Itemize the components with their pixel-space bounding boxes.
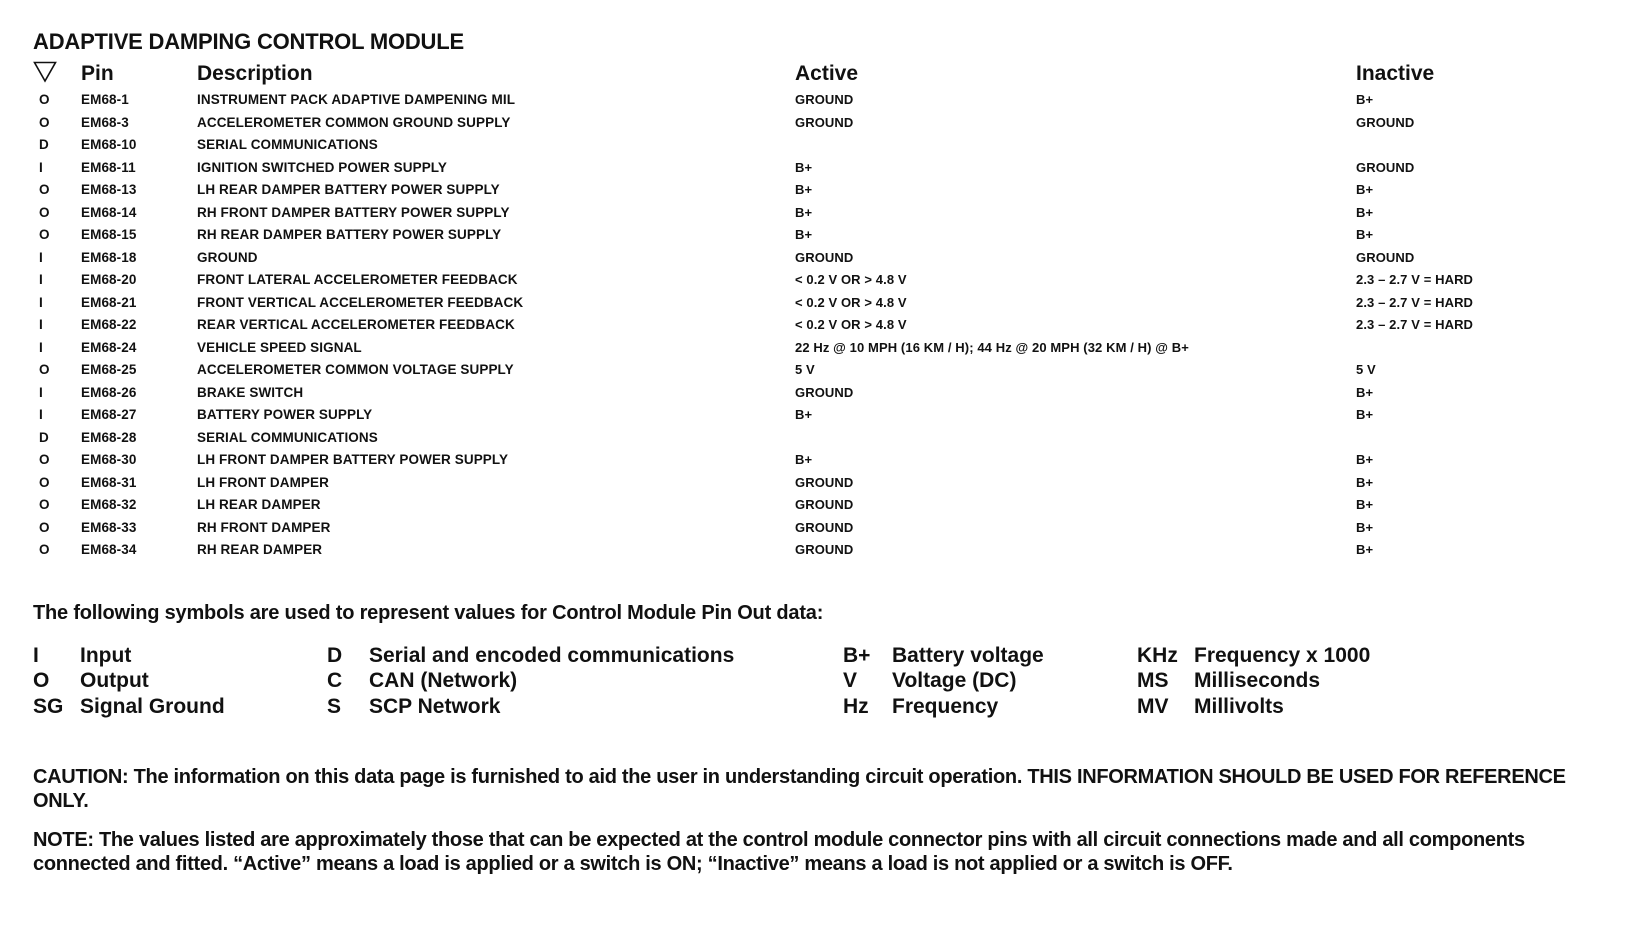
pin-id: EM68-28 — [81, 429, 137, 445]
legend-code: V — [843, 669, 858, 692]
pin-description: VEHICLE SPEED SIGNAL — [197, 339, 362, 355]
triangle-down-icon — [33, 61, 57, 83]
active-value: < 0.2 V OR > 4.8 V — [795, 272, 907, 287]
legend-meaning: Millivolts — [1194, 695, 1284, 718]
pin-id: EM68-31 — [81, 474, 137, 490]
note-text: NOTE: The values listed are approximately those that can be expected at the control module connector pins with all circuit connections made and all components connected and fitted. “Active” means a load is applied or a switch is ON; “Inactive” means a load is not applied or a switch is OFF. — [33, 829, 1525, 875]
pin-description: BATTERY POWER SUPPLY — [197, 407, 373, 422]
pin-id: EM68-21 — [81, 294, 137, 310]
table-row — [33, 112, 1603, 135]
legend-meaning: Signal Ground — [80, 695, 225, 718]
legend-code: O — [33, 669, 50, 692]
legend-code: D — [327, 644, 343, 667]
legend-code: KHz — [1137, 644, 1178, 667]
table-row — [33, 494, 1603, 517]
pin-direction: I — [39, 249, 43, 265]
inactive-value: B+ — [1356, 182, 1374, 197]
pin-id: EM68-1 — [81, 92, 129, 107]
active-value: GROUND — [795, 542, 854, 557]
table-row — [33, 427, 1603, 450]
table-row — [33, 449, 1603, 472]
pin-description: ACCELEROMETER COMMON GROUND SUPPLY — [197, 114, 511, 130]
pin-direction: I — [39, 159, 43, 175]
pin-id: EM68-30 — [81, 452, 137, 467]
active-value: GROUND — [795, 114, 854, 130]
pin-direction: I — [39, 272, 43, 287]
table-row — [33, 89, 1603, 112]
inactive-value: B+ — [1356, 92, 1374, 107]
table-row — [33, 539, 1603, 562]
legend-code: MS — [1137, 669, 1169, 692]
pin-direction: I — [39, 339, 43, 355]
pin-description: RH FRONT DAMPER — [197, 519, 331, 535]
inactive-value: B+ — [1356, 519, 1374, 535]
pin-direction: O — [39, 182, 50, 197]
legend-code: S — [327, 695, 342, 718]
legend-intro: The following symbols are used to represent values for Control Module Pin Out data: — [33, 602, 824, 624]
inactive-value: B+ — [1356, 407, 1374, 422]
inactive-value: GROUND — [1356, 249, 1415, 265]
table-row — [33, 157, 1603, 180]
pin-id: EM68-33 — [81, 519, 137, 535]
pin-description: LH REAR DAMPER — [197, 497, 321, 512]
legend-code: MV — [1137, 695, 1169, 718]
table-row — [33, 314, 1603, 337]
active-value: GROUND — [795, 384, 854, 400]
active-value: 22 Hz @ 10 MPH (16 KM / H); 44 Hz @ 20 MPH (32 KM / H) @ B+ — [795, 339, 1189, 355]
table-row — [33, 404, 1603, 427]
table-row — [33, 359, 1603, 382]
header-active: Active — [795, 62, 859, 85]
inactive-value: GROUND — [1356, 114, 1415, 130]
legend-code: SG — [33, 695, 64, 718]
active-value: GROUND — [795, 249, 854, 265]
pin-description: SERIAL COMMUNICATIONS — [197, 137, 378, 152]
table-row — [33, 269, 1603, 292]
pin-description: REAR VERTICAL ACCELEROMETER FEEDBACK — [197, 317, 515, 332]
pin-direction: D — [39, 137, 49, 152]
header-pin: Pin — [81, 62, 114, 85]
active-value: GROUND — [795, 519, 854, 535]
pin-description: RH REAR DAMPER BATTERY POWER SUPPLY — [197, 227, 502, 242]
active-value: GROUND — [795, 497, 854, 512]
pin-direction: D — [39, 429, 49, 445]
table-row — [33, 202, 1603, 225]
inactive-value: B+ — [1356, 384, 1374, 400]
pin-description: RH REAR DAMPER — [197, 542, 323, 557]
inactive-value: 2.3 – 2.7 V = HARD — [1356, 317, 1474, 332]
caution-text: CAUTION: The information on this data page is furnished to aid the user in understanding circuit operation. THIS INFORMATION SHOULD BE USED FOR REFERENCE ONLY. — [33, 766, 1566, 812]
pin-description: ACCELEROMETER COMMON VOLTAGE SUPPLY — [197, 362, 514, 377]
table-row — [33, 337, 1603, 360]
pin-description: GROUND — [197, 249, 258, 265]
legend-code: I — [33, 644, 39, 667]
active-value: < 0.2 V OR > 4.8 V — [795, 294, 907, 310]
active-value: GROUND — [795, 92, 854, 107]
pin-direction: O — [39, 474, 50, 490]
pin-direction: I — [39, 384, 43, 400]
legend-meaning: Frequency x 1000 — [1194, 644, 1371, 667]
legend-meaning: SCP Network — [369, 695, 501, 718]
inactive-value: 5 V — [1356, 362, 1376, 377]
active-value: B+ — [795, 182, 813, 197]
inactive-value: B+ — [1356, 227, 1374, 242]
legend-meaning: Frequency — [892, 695, 999, 718]
pin-description: RH FRONT DAMPER BATTERY POWER SUPPLY — [197, 204, 510, 220]
pin-direction: O — [39, 497, 50, 512]
table-row — [33, 247, 1603, 270]
pin-id: EM68-27 — [81, 407, 137, 422]
inactive-value: 2.3 – 2.7 V = HARD — [1356, 272, 1474, 287]
pin-id: EM68-15 — [81, 227, 137, 242]
pinout-table — [33, 59, 1603, 562]
legend-meaning: Output — [80, 669, 149, 692]
active-value: B+ — [795, 452, 813, 467]
legend-meaning: Milliseconds — [1194, 669, 1321, 692]
active-value: B+ — [795, 204, 813, 220]
active-value: < 0.2 V OR > 4.8 V — [795, 317, 907, 332]
active-value: B+ — [795, 159, 813, 175]
pin-direction: O — [39, 204, 50, 220]
inactive-value: B+ — [1356, 452, 1374, 467]
inactive-value: B+ — [1356, 497, 1374, 512]
pin-id: EM68-20 — [81, 272, 137, 287]
pin-description: LH FRONT DAMPER BATTERY POWER SUPPLY — [197, 452, 509, 467]
pin-direction: O — [39, 542, 50, 557]
pin-direction: O — [39, 227, 50, 242]
pin-description: SERIAL COMMUNICATIONS — [197, 429, 378, 445]
table-row — [33, 382, 1603, 405]
pin-direction: I — [39, 317, 43, 332]
active-value: GROUND — [795, 474, 854, 490]
legend-code: B+ — [843, 644, 871, 667]
table-body — [33, 89, 1603, 562]
pin-direction: I — [39, 294, 43, 310]
inactive-value: GROUND — [1356, 159, 1415, 175]
table-row — [33, 134, 1603, 157]
pin-direction: O — [39, 452, 50, 467]
page-title: ADAPTIVE DAMPING CONTROL MODULE — [33, 29, 464, 54]
table-row — [33, 179, 1603, 202]
legend-meaning: Voltage (DC) — [892, 669, 1017, 692]
pin-id: EM68-10 — [81, 137, 137, 152]
active-value: B+ — [795, 407, 813, 422]
pin-direction: O — [39, 362, 50, 377]
pin-description: FRONT LATERAL ACCELEROMETER FEEDBACK — [197, 272, 518, 287]
pinout-page — [33, 28, 1603, 875]
pin-id: EM68-34 — [81, 542, 137, 557]
pin-id: EM68-22 — [81, 317, 137, 332]
pin-description: LH REAR DAMPER BATTERY POWER SUPPLY — [197, 182, 500, 197]
pin-direction: O — [39, 92, 50, 107]
inactive-value: B+ — [1356, 204, 1374, 220]
header-description: Description — [197, 62, 313, 85]
table-row — [33, 472, 1603, 495]
pin-id: EM68-13 — [81, 182, 137, 197]
legend-code: C — [327, 669, 343, 692]
pin-id: EM68-18 — [81, 249, 137, 265]
legend-meaning: CAN (Network) — [369, 669, 518, 692]
header-inactive: Inactive — [1356, 62, 1435, 85]
pin-id: EM68-32 — [81, 497, 137, 512]
symbol-legend — [33, 644, 1533, 724]
pin-id: EM68-24 — [81, 339, 137, 355]
inactive-value: 2.3 – 2.7 V = HARD — [1356, 294, 1474, 310]
pin-description: FRONT VERTICAL ACCELEROMETER FEEDBACK — [197, 294, 524, 310]
table-row — [33, 292, 1603, 315]
pin-id: EM68-3 — [81, 114, 129, 130]
table-row — [33, 224, 1603, 247]
active-value: 5 V — [795, 362, 815, 377]
pin-description: INSTRUMENT PACK ADAPTIVE DAMPENING MIL — [197, 92, 516, 107]
pin-id: EM68-11 — [81, 159, 136, 175]
table-row — [33, 517, 1603, 540]
legend-meaning: Battery voltage — [892, 644, 1044, 667]
pin-description: IGNITION SWITCHED POWER SUPPLY — [197, 159, 448, 175]
legend-meaning: Input — [80, 644, 132, 667]
pin-id: EM68-25 — [81, 362, 137, 377]
legend-meaning: Serial and encoded communications — [369, 644, 735, 667]
pin-direction: I — [39, 407, 43, 422]
pin-direction: O — [39, 114, 50, 130]
pin-id: EM68-26 — [81, 384, 137, 400]
pin-direction: O — [39, 519, 50, 535]
inactive-value: B+ — [1356, 542, 1374, 557]
pin-description: BRAKE SWITCH — [197, 384, 304, 400]
pin-description: LH FRONT DAMPER — [197, 474, 329, 490]
table-header — [33, 59, 1603, 89]
pin-id: EM68-14 — [81, 204, 137, 220]
legend-code: Hz — [843, 695, 869, 718]
inactive-value: B+ — [1356, 474, 1374, 490]
active-value: B+ — [795, 227, 813, 242]
